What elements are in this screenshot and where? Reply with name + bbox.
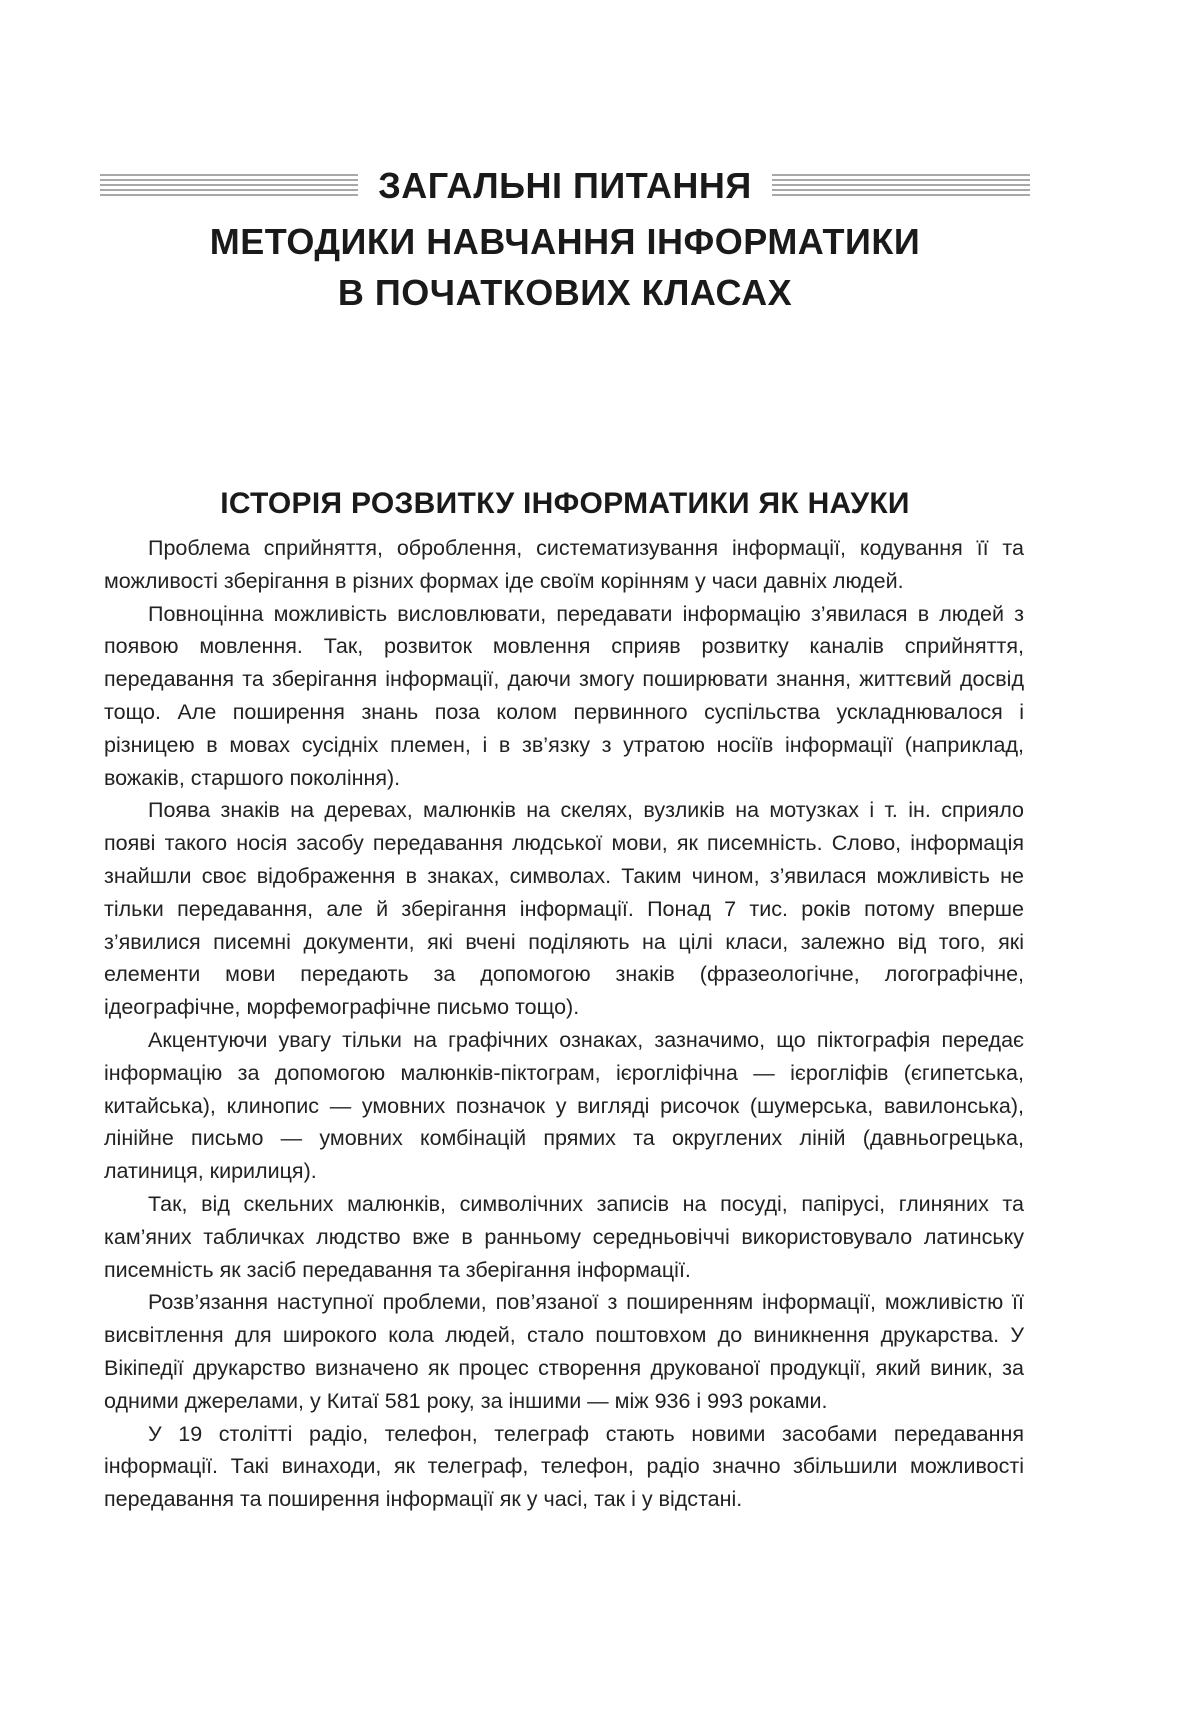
paragraph: Так, від скельних малюнків, символічних записів на посуді, папірусі, глиняних та кам’яних табличках людство вже в ранньому середньовіччі використовувало латинську писемність як засіб передавання та зберігання інформації. — [104, 1191, 1024, 1282]
paragraph: Проблема сприйняття, оброблення, систематизування інформації, кодування її та можливості зберігання в різних формах іде своїм корінням у часи давніх людей. — [104, 536, 1024, 593]
chapter-title-line-2: МЕТОДИКИ НАВЧАННЯ ІНФОРМАТИКИ — [209, 221, 921, 262]
chapter-title-line-1: ЗАГАЛЬНІ ПИТАННЯ — [378, 165, 752, 206]
paragraph: Повноцінна можливість висловлювати, передавати інформацію з’явилася в людей з появою мовлення. Так, розвиток мовлення сприяв розвитку каналів сприйняття, передавання та зберігання інформації, даючи змогу поширювати знання, життєвий досвід тощо. Але поширення знань поза колом первинного суспільства ускладнювалося і різницею в мовах сусідніх племен, і в зв’язку з утратою носіїв інформації (наприклад, вожаків, старшого покоління). — [104, 601, 1024, 790]
paragraph: Поява знаків на деревах, малюнків на скелях, вузликів на мотузках і т. ін. сприяло появі такого носія засобу передавання людської мови, як писемність. Слово, інформація знайшли своє відображення в знаках, символах. Таким чином, з’явилася можливість не тільки передавання, але й зберігання інформації. Понад 7 тис. років потому вперше з’явилися писемні документи, які вчені поділяють на цілі класи, залежно від того, які елементи мови передають за допомогою знаків (фразеологічне, логографічне, ідеографічне, морфемографічне письмо тощо). — [104, 798, 1024, 1020]
chapter-heading — [100, 160, 1030, 318]
chapter-heading-first-line — [100, 160, 1030, 216]
body-text — [104, 532, 1024, 1516]
paragraph: Акцентуючи увагу тільки на графічних ознаках, зазначимо, що піктографія передає інформацію за допомогою малюнків-піктограм, ієрогліфічна — ієрогліфів (єгипетська, китайська), клинопис — умовних позначок у вигляді рисочок (шумерська, вавилонська), лінійне письмо — умовних комбінацій прямих та округлених ліній (давньогрецька, латиниця, кирилиця). — [104, 1027, 1024, 1184]
paragraph: У 19 столітті радіо, телефон, телеграф стають новими засобами передавання інформації. Такі винаходи, як телеграф, телефон, радіо значно збільшили можливості передавання та поширення інформації як у часі, так і у відстані. — [104, 1421, 1024, 1512]
chapter-title-line-3: В ПОЧАТКОВИХ КЛАСАХ — [337, 272, 793, 313]
section-title: ІСТОРІЯ РОЗВИТКУ ІНФОРМАТИКИ ЯК НАУКИ — [220, 487, 910, 520]
paragraph: Розв’язання наступної проблеми, пов’язаної з поширенням інформації, можливістю її висвітлення для широкого кола людей, стало поштовхом до виникнення друкарства. У Вікіпедії друкарство визначено як процес створення друкованої продукції, який виник, за одними джерелами, у Китаї 581 року, за іншими — між 936 і 993 роками. — [104, 1290, 1024, 1413]
